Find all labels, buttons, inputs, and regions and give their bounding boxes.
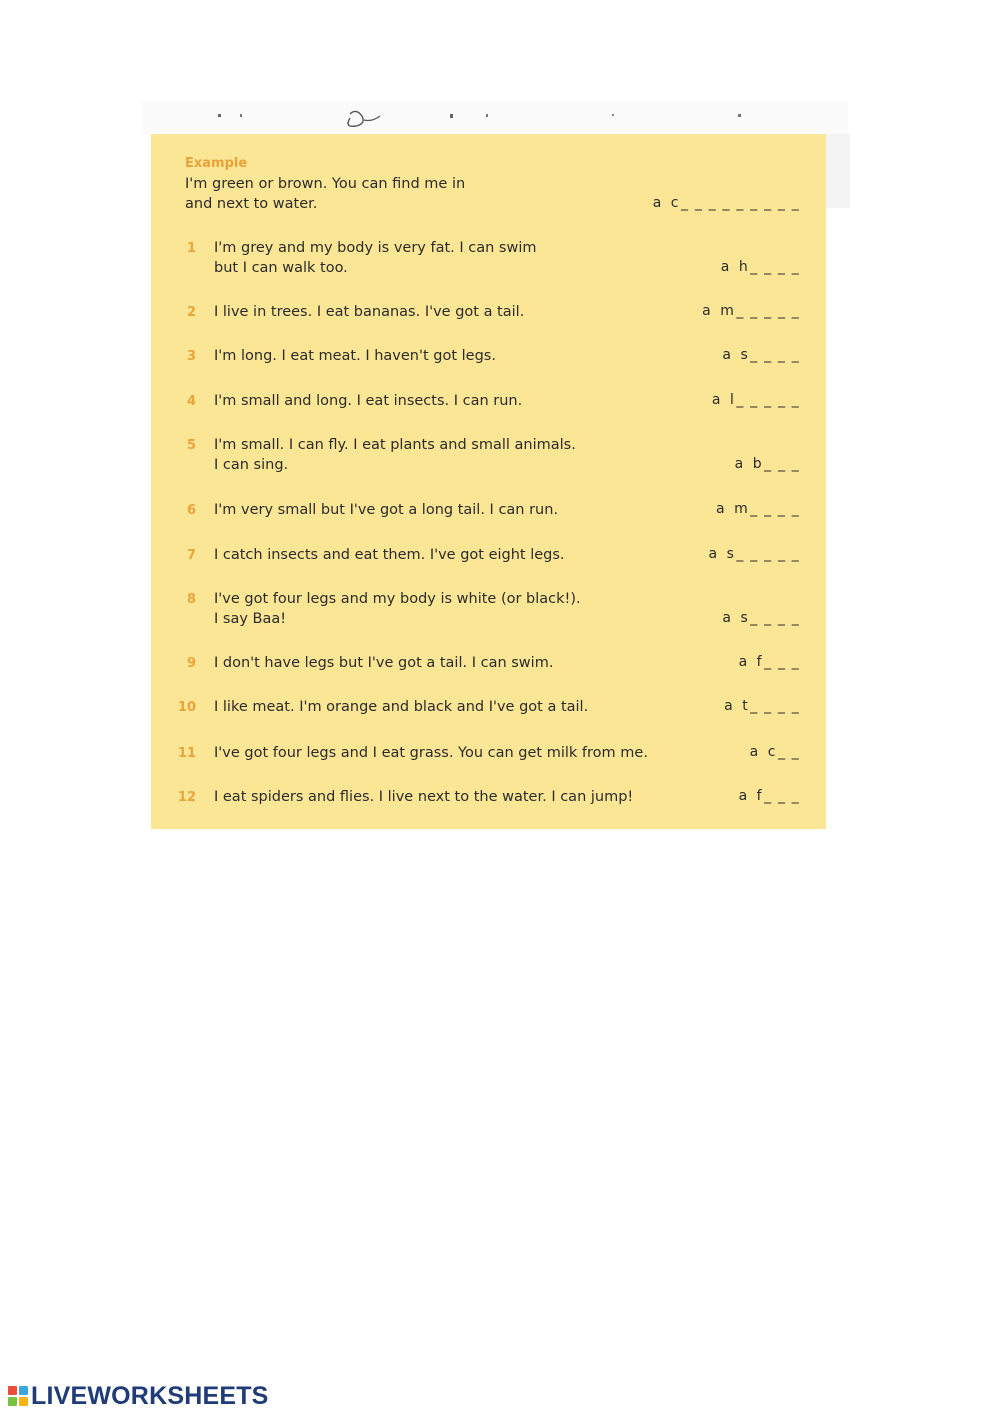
item-number: 4 — [186, 394, 196, 409]
clue-line: and next to water. — [185, 195, 318, 212]
logo-block — [8, 1397, 17, 1406]
answer-blanks: _ _ _ _ — [750, 610, 800, 626]
clue-line: I live in trees. I eat bananas. I've got a tail. — [214, 304, 525, 320]
answer-field[interactable] — [735, 456, 800, 472]
answer-first-letter: m — [734, 501, 749, 517]
clue-text — [214, 436, 674, 475]
answer-first-letter: m — [720, 303, 735, 319]
clue-line: I've got four legs and my body is white (or black!). — [214, 591, 581, 607]
answer-field[interactable] — [724, 698, 800, 714]
clue-text — [214, 788, 674, 808]
answer-field[interactable] — [750, 744, 800, 760]
clue-line: I can sing. — [214, 456, 289, 473]
clue-line: I'm grey and my body is very fat. I can swim — [214, 240, 537, 256]
answer-article: a — [738, 654, 748, 670]
answer-field[interactable] — [739, 788, 800, 804]
answer-first-letter: c — [670, 195, 679, 211]
item-number: 12 — [177, 790, 196, 805]
clue-line: I eat spiders and flies. I live next to the water. I can jump! — [214, 789, 634, 805]
answer-field[interactable] — [721, 259, 800, 275]
answer-article: a — [724, 698, 734, 714]
clue-text — [214, 590, 674, 629]
clue-text — [214, 546, 674, 566]
answer-blanks: _ _ _ _ _ — [736, 303, 800, 319]
clue-line: I like meat. I'm orange and black and I've got a tail. — [214, 699, 589, 715]
clue-line: I'm green or brown. You can find me in — [185, 176, 466, 192]
answer-blanks: _ _ — [777, 744, 800, 760]
logo-block — [8, 1386, 17, 1395]
answer-blanks: _ _ _ _ _ — [736, 392, 800, 408]
answer-article: a — [734, 456, 744, 472]
answer-article: a — [720, 259, 730, 275]
item-number: 10 — [177, 700, 196, 715]
item-number: 5 — [186, 438, 196, 453]
liveworksheets-logo — [8, 1381, 269, 1411]
scan-artifact-marks — [142, 100, 848, 134]
answer-field[interactable] — [722, 610, 800, 626]
item-number: 6 — [186, 503, 196, 518]
logo-text: LIVEWORKSHEETS — [31, 1381, 269, 1410]
answer-blanks: _ _ _ — [764, 654, 800, 670]
clue-text — [214, 501, 674, 521]
answer-first-letter: b — [752, 456, 763, 472]
answer-first-letter: s — [740, 610, 749, 626]
answer-blanks: _ _ _ — [764, 788, 800, 804]
answer-article: a — [652, 195, 662, 211]
answer-first-letter: c — [767, 744, 776, 760]
clue-line: I'm long. I eat meat. I haven't got legs. — [214, 348, 496, 364]
answer-blanks: _ _ _ _ _ — [736, 546, 800, 562]
item-number: 11 — [177, 746, 196, 761]
answer-blanks: _ _ _ _ — [750, 698, 800, 714]
clue-text — [214, 303, 674, 323]
answer-first-letter: l — [730, 392, 735, 408]
item-number: 9 — [186, 656, 196, 671]
answer-first-letter: h — [738, 259, 749, 275]
answer-field[interactable] — [722, 347, 800, 363]
clue-line: but I can walk too. — [214, 259, 348, 276]
answer-field[interactable] — [712, 392, 800, 408]
clue-line: I'm small and long. I eat insects. I can run. — [214, 393, 523, 409]
clue-text — [214, 698, 674, 718]
answer-blanks: _ _ _ _ — [750, 501, 800, 517]
answer-field[interactable] — [709, 546, 801, 562]
answer-blanks: _ _ _ _ — [750, 259, 800, 275]
clue-text — [214, 392, 674, 412]
answer-blanks: _ _ _ _ _ _ _ _ _ — [680, 195, 800, 211]
clue-line: I catch insects and eat them. I've got eight legs. — [214, 547, 565, 563]
clue-text — [214, 744, 674, 764]
item-number: 2 — [186, 305, 196, 320]
clue-line: I've got four legs and I eat grass. You can get milk from me. — [214, 745, 648, 761]
answer-article: a — [716, 501, 726, 517]
logo-block — [19, 1386, 28, 1395]
logo-blocks-icon — [8, 1386, 28, 1406]
answer-article: a — [711, 392, 721, 408]
answer-field[interactable] — [702, 303, 800, 319]
answer-first-letter: s — [726, 546, 735, 562]
answer-field[interactable] — [739, 654, 800, 670]
answer-article: a — [749, 744, 759, 760]
answer-blanks: _ _ _ — [764, 456, 800, 472]
logo-block — [19, 1397, 28, 1406]
answer-field[interactable] — [653, 195, 800, 211]
answer-field[interactable] — [716, 501, 800, 517]
clue-line: I'm very small but I've got a long tail. I can run. — [214, 502, 559, 518]
answer-first-letter: s — [740, 347, 749, 363]
clue-line: I don't have legs but I've got a tail. I can swim. — [214, 655, 554, 671]
panel-edge — [826, 134, 850, 208]
item-number: 7 — [186, 548, 196, 563]
answer-blanks: _ _ _ _ — [750, 347, 800, 363]
answer-first-letter: f — [756, 654, 763, 670]
example-label: Example — [185, 156, 248, 171]
answer-first-letter: t — [742, 698, 749, 714]
answer-article: a — [708, 546, 718, 562]
clue-text — [214, 239, 674, 278]
item-number: 8 — [186, 592, 196, 607]
clue-text — [185, 175, 645, 214]
item-number: 3 — [186, 349, 196, 364]
clue-line: I say Baa! — [214, 610, 287, 627]
answer-article: a — [722, 347, 732, 363]
answer-article: a — [702, 303, 712, 319]
answer-article: a — [738, 788, 748, 804]
clue-text — [214, 347, 674, 367]
answer-article: a — [722, 610, 732, 626]
answer-first-letter: f — [756, 788, 763, 804]
item-number: 1 — [186, 241, 196, 256]
clue-line: I'm small. I can fly. I eat plants and small animals. — [214, 437, 576, 453]
clue-text — [214, 654, 674, 674]
